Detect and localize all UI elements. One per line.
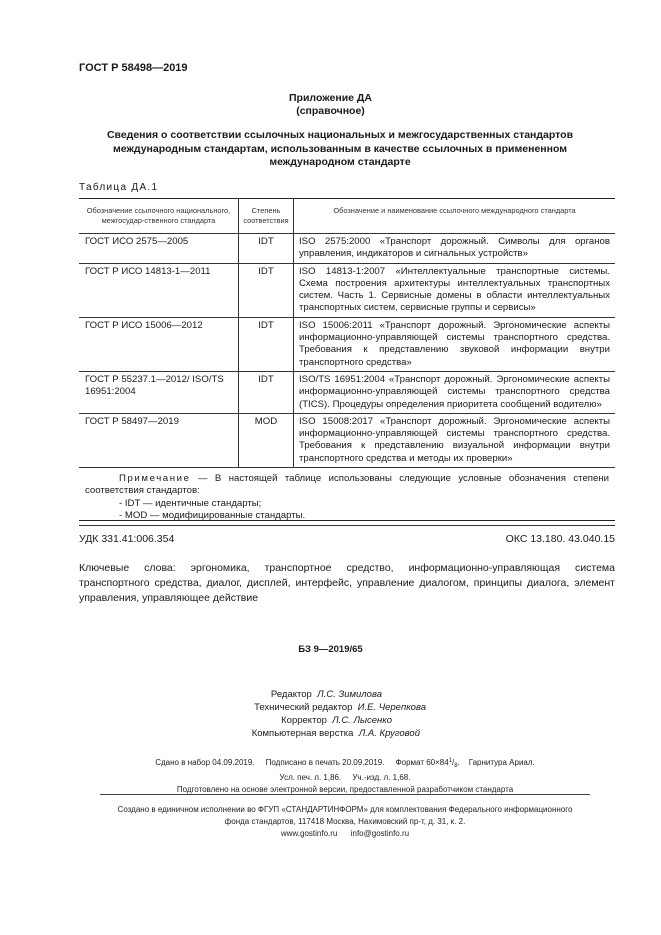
credit-role: Компьютерная верстка [251,728,354,739]
table-note-row [79,468,615,526]
document-title-line: международным стандартам, использованным в качестве ссылочных в примененном [112,142,568,155]
table-note [79,468,615,526]
cell-national: ГОСТ Р ИСО 14813-1—2011 [79,263,239,317]
credit-person: И.Е. Черепкова [357,702,426,713]
cell-degree: IDT [239,371,294,413]
cell-national: ГОСТ Р ИСО 15006—2012 [79,317,239,371]
credit-tech-editor [210,701,510,714]
header-national: Обозначение ссылочного национального, межгосудар-ственного стандарта [79,199,239,234]
publisher-contacts [60,828,630,840]
header-international: Обозначение и наименование ссылочного международного стандарта [294,199,616,234]
imprint-font: Гарнитура Ариал. [468,758,535,767]
udk-code: УДК 331.41:006.354 [79,533,175,545]
table-row [79,317,615,371]
credit-role: Редактор [270,689,312,700]
cell-international: ISO 14813-1:2007 «Интеллектуальные транспортные системы. Схема построения архитектуры интеллектуальных транспортных систем. Часть 1. Сервисные домены в области интеллектуальных транспортных систем, сервисные группы и сервисы» [294,263,616,317]
credit-role: Корректор [281,715,327,726]
note-body: — В настоящей таблице использованы следующие условные обозначения степени соответствия стандартов: [85,473,609,497]
table-row [79,263,615,317]
email-link[interactable]: info@gostinfo.ru [350,829,410,838]
document-title-line: международном стандарте [269,156,411,168]
appendix-heading [0,92,661,118]
table-row [79,413,615,467]
note-idt: - IDT — идентичные стандарты; [119,497,262,509]
cell-degree: MOD [239,413,294,467]
cell-degree: IDT [239,263,294,317]
credit-person: Л.А. Круговой [358,728,420,739]
document-title-line: Сведения о соответствии ссылочных национальных и межгосударственных стандартов [106,129,574,141]
imprint-pub-sheets: Уч.-изд. л. 1,68. [352,773,411,782]
table-label: Таблица ДА.1 [79,182,159,193]
table-row [79,371,615,413]
imprint-signed: Подписано в печать 20.09.2019. [265,758,385,767]
credit-layout [210,727,510,740]
cell-national: ГОСТ ИСО 2575—2005 [79,234,239,264]
credits-block [210,688,510,740]
format-suffix: . [457,758,460,767]
imprint-block [95,755,595,796]
cell-international: ISO/TS 16951:2004 «Транспорт дорожный. Эргономические аспекты информационно-управляющей системы транспортного средства (TICS). Процедуры определения приоритета сообщений водителю» [294,371,616,413]
cell-international: ISO 15008:2017 «Транспорт дорожный. Эргономические аспекты информационно-управляющей системы транспортного средства. Требования к представлению визуальной информации внутри транспортного средства и методы их проверки» [294,413,616,467]
separator-line [79,520,615,521]
oks-code: ОКС 13.180. 43.040.15 [505,533,615,545]
header-degree: Степень соответствия [239,199,294,234]
imprint-sheets: Усл. печ. л. 1,86. [279,773,342,782]
credit-editor [210,688,510,701]
appendix-title: Приложение ДА [289,92,372,104]
cell-degree: IDT [239,234,294,264]
credit-role: Технический редактор [254,702,353,713]
document-title [90,129,590,170]
bz-code: БЗ 9—2019/65 [298,644,363,655]
imprint-format: Формат $60\times 84^1/_8$. [395,758,460,769]
format-num: 1 [448,758,453,764]
cell-international: ISO 2575:2000 «Транспорт дорожный. Символы для органов управления, индикаторов и сигнальных устройств» [294,234,616,264]
separator-line [100,794,590,795]
publisher-line: Создано в единичном исполнении во ФГУП «СТАНДАРТИНФОРМ» для комплектования Федерального информационного [117,805,573,814]
cell-international: ISO 15006:2011 «Транспорт дорожный. Эргономические аспекты информационно-управляющей системы транспортного средства. Требования к представлению звуковой информации внутри транспортного средства» [294,317,616,371]
appendix-kind: (справочное) [296,105,365,117]
keywords: Ключевые слова: эргономика, транспортное средство, информационно-управляющая система транспортного средства, диалог, дисплей, интерфейс, управление диалогом, принципы диалога, элемент управления, управляющее действие [79,562,615,604]
website-link[interactable]: www.gostinfo.ru [280,829,338,838]
table-row [79,234,615,264]
format-den: 8 [454,763,458,769]
publisher-line: фонда стандартов, 117418 Москва, Нахимовский пр-т, д. 31, к. 2. [224,817,466,826]
table-header-row [79,199,615,234]
cell-national: ГОСТ Р 58497—2019 [79,413,239,467]
correspondence-table [79,198,615,526]
imprint-submitted: Сдано в набор 04.09.2019. [155,758,255,767]
note-text [85,473,609,498]
credit-corrector [210,714,510,727]
cell-degree: IDT [239,317,294,371]
imprint-line [95,755,595,772]
credit-person: Л.С. Зимилова [317,689,382,700]
format-prefix: Формат 60×84 [395,758,449,767]
publisher-info [60,804,630,840]
imprint-line [95,772,595,784]
standard-id: ГОСТ Р 58498—2019 [79,62,188,74]
cell-national: ГОСТ Р 55237.1—2012/ ISO/TS 16951:2004 [79,371,239,413]
note-label: Примечание [119,473,191,485]
imprint-prepared: Подготовлено на основе электронной версии, предоставленной разработчиком стандарта [176,785,514,794]
note-mod: - MOD — модифицированные стандарты. [119,509,306,521]
credit-person: Л.С. Лысенко [332,715,392,726]
